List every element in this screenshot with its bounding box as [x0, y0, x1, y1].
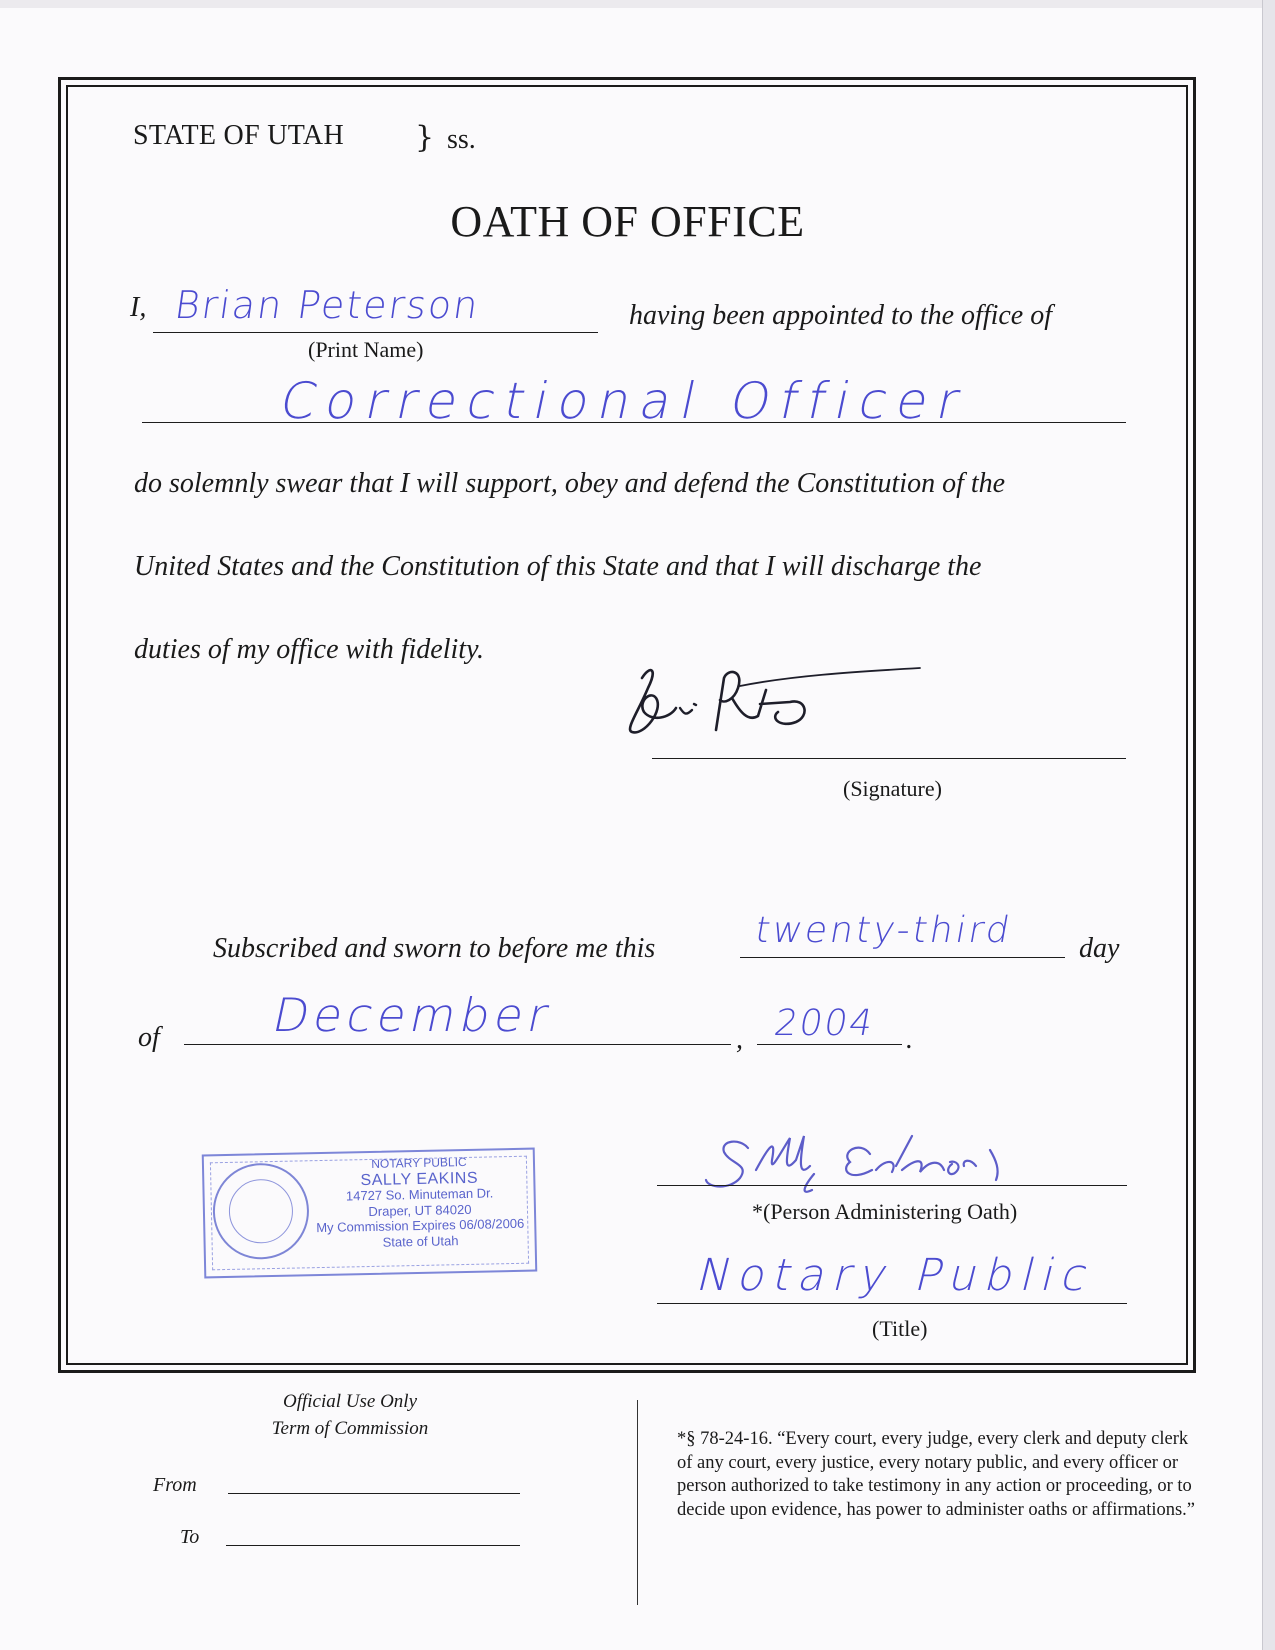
document-title: OATH OF OFFICE — [450, 197, 805, 246]
to-label: To — [180, 1526, 200, 1548]
from-label: From — [153, 1474, 197, 1496]
day-handwritten: twenty-third — [752, 910, 1016, 951]
brace-symbol: } — [415, 120, 435, 155]
stamp-text — [314, 1154, 526, 1251]
state-label: STATE OF UTAH — [133, 120, 344, 151]
seal-inner-ring — [228, 1179, 293, 1244]
statute-note: *§ 78-24-16. “Every court, every judge, every clerk and deputy clerk of any court, every justice, every notary public, and every officer or person authorized to take testimony in any action or proceeding, or to decide upon evidence, has power to administer oaths or affirmations.” — [677, 1429, 1196, 1520]
title-handwritten: Notary Public — [692, 1250, 1102, 1301]
year-line — [757, 1044, 902, 1045]
official-use-heading: Official Use Only — [282, 1391, 418, 1412]
page-right-edge — [1263, 0, 1275, 1650]
oath-body-line-1: do solemnly swear that I will support, obey and defend the Constitution of the — [134, 468, 1006, 499]
oath-body-line-3: duties of my office with fidelity. — [134, 634, 484, 665]
year-handwritten: 2004 — [771, 1003, 878, 1044]
name-line — [153, 332, 598, 333]
title-caption: (Title) — [872, 1316, 928, 1341]
notary-stamp — [202, 1148, 538, 1279]
print-name-caption: (Print Name) — [308, 337, 424, 362]
office-handwritten: Correctional Officer — [275, 372, 975, 430]
period: . — [906, 1024, 913, 1055]
day-label: day — [1079, 933, 1120, 964]
page-top-edge — [0, 0, 1275, 8]
administrator-line — [657, 1185, 1127, 1186]
stamp-line-street: 14727 So. Minuteman Dr. — [345, 1185, 494, 1204]
jurat-intro: Subscribed and sworn to before me this — [213, 933, 656, 964]
month-handwritten: December — [268, 988, 559, 1042]
signature-caption: (Signature) — [843, 776, 942, 801]
name-handwritten: Brian Peterson — [172, 283, 483, 327]
signature-line — [652, 758, 1126, 759]
month-line — [184, 1044, 731, 1045]
footer-divider — [637, 1400, 638, 1605]
to-line — [226, 1545, 520, 1546]
pronoun-i: I, — [130, 292, 147, 323]
comma: , — [736, 1024, 743, 1055]
administrator-signature-image — [700, 1130, 1080, 1200]
stamp-line-state: State of Utah — [382, 1232, 459, 1250]
appointed-text: having been appointed to the office of — [629, 300, 1053, 331]
administrator-caption: *(Person Administering Oath) — [752, 1199, 1018, 1224]
stamp-line-title: NOTARY PUBLIC — [371, 1154, 467, 1171]
day-line — [740, 957, 1065, 958]
ss-label: ss. — [447, 124, 476, 155]
title-line — [657, 1303, 1127, 1304]
officer-signature-image — [620, 660, 940, 770]
stamp-line-name: SALLY EAKINS — [360, 1169, 479, 1189]
term-of-commission-heading: Term of Commission — [271, 1418, 429, 1439]
of-label: of — [138, 1022, 160, 1053]
from-line — [228, 1493, 520, 1494]
oath-body-line-2: United States and the Constitution of this State and that I will discharge the — [134, 551, 982, 582]
stamp-line-city: Draper, UT 84020 — [368, 1201, 472, 1219]
stamp-line-expires: My Commission Expires 06/08/2006 — [316, 1215, 525, 1236]
